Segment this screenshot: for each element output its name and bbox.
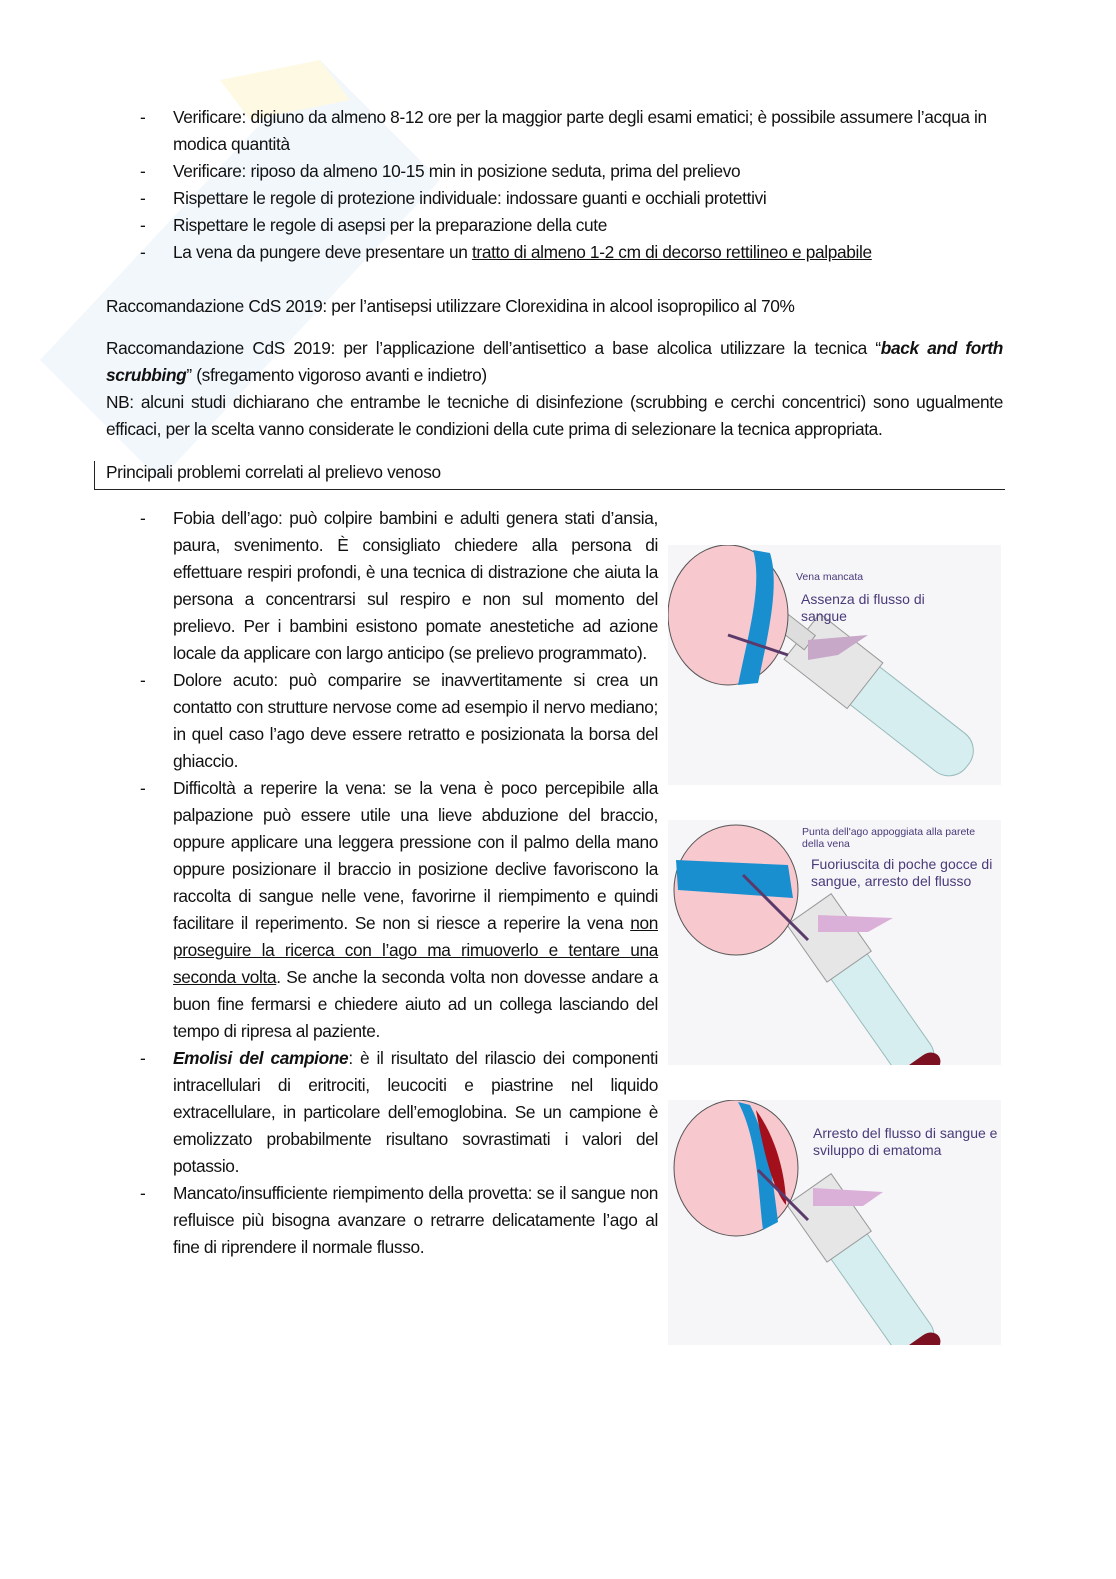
heading-text: Principali problemi correlati al prelievo venoso — [106, 462, 441, 482]
caption-small: Vena mancata — [796, 571, 864, 583]
text: ” (sfregamento vigoroso avanti e indietro) — [186, 365, 487, 385]
recommendation-1: Raccomandazione CdS 2019: per l’antisepsi utilizzare Clorexidina in alcool isopropilico al 70% — [106, 296, 795, 316]
list-item: - Mancato/insufficiente riempimento della provetta: se il sangue non refluisce più bisogna avanzare o retrarre delicatamente l’ago al fine di riprendere il normale flusso. — [106, 1180, 658, 1261]
caption-small: Punta dell'ago appoggiata alla parete della vena — [802, 826, 976, 850]
figure-needle-on-wall — [668, 820, 1001, 1065]
emphasis: back and forth scrubbing — [106, 338, 1003, 385]
section-heading — [94, 461, 1005, 490]
list-item — [106, 1045, 658, 1180]
underlined-text: non proseguire la ricerca con l’ago ma rimuoverlo e tentare una seconda volta — [173, 913, 658, 987]
nb-note: NB: alcuni studi dichiarano che entrambe le tecniche di disinfezione (scrubbing e cerchi concentrici) sono ugualmente efficaci, per la scelta vanno considerate le condizioni della cute prima di selezionare la tecnica appropriata. — [106, 392, 1003, 439]
caption-large: Fuoriuscita di poche gocce di sangue, arresto del flusso — [811, 856, 993, 889]
text: : è il risultato del rilascio dei componenti intracellulari di eritrociti, leucociti e piastrine nel liquido extracellulare, in particolare dell’emoglobina. Se un campione è emolizzato probabilmente risultano sovrastimati i valori del potassio. — [173, 1048, 658, 1176]
emphasis: Emolisi del campione — [173, 1048, 349, 1068]
list-item — [106, 239, 1003, 266]
page-body — [106, 104, 1003, 443]
list-item: - Verificare: riposo da almeno 10-15 min in posizione seduta, prima del prelievo — [106, 158, 1003, 185]
text: . Se anche la seconda volta non dovesse andare a buon fine fermarsi e chiedere aiuto ad un collega lasciando del tempo di ripresa al paziente. — [173, 967, 658, 1041]
underlined-text: tratto di almeno 1-2 cm di decorso rettilineo e palpabile — [471, 242, 872, 262]
caption-large: Arresto del flusso di sangue e sviluppo di ematoma — [813, 1125, 998, 1158]
checklist — [106, 104, 1003, 266]
list-item — [106, 775, 658, 1045]
list-item: - Dolore acuto: può comparire se inavvertitamente si crea un contatto con strutture nervose come ad esempio il nervo mediano; in quel caso l’ago deve essere retratto e posizionata la borsa del ghiaccio. — [106, 667, 658, 775]
figure-hematoma — [668, 1100, 1001, 1345]
recommendation-2 — [106, 335, 1003, 389]
text: Difficoltà a reperire la vena: se la vena è poco percepibile alla palpazione può essere utile una lieve abduzione del braccio, oppure applicare una leggera pressione con il palmo della mano oppure posizionare il braccio in posizione declive favoriscono la raccolta di sangue nelle vene, favorirne il riempimento e quindi facilitare il reperimento. Se non si riesce a reperire la vena — [173, 778, 658, 933]
list-item: - Verificare: digiuno da almeno 8-12 ore per la maggior parte degli esami ematici; è possibile assumere l’acqua in modica quantità — [106, 104, 1003, 158]
text: Raccomandazione CdS 2019: per l’applicazione dell’antisettico a base alcolica utilizzare la tecnica “ — [106, 338, 881, 358]
text: La vena da pungere deve presentare un — [173, 242, 472, 262]
problems-column — [106, 505, 658, 1261]
list-item: - Fobia dell’ago: può colpire bambini e adulti genera stati d’ansia, paura, svenimento. È consigliato chiedere alla persona di effettuare respiri profondi, è una tecnica di distrazione che aiuta la persona a concentrarsi sul respiro e non sul momento del prelievo. Per i bambini esistono pomate anestetiche ad azione locale da applicare con largo anticipo (se prelievo programmato). — [106, 505, 658, 667]
list-item: - Rispettare le regole di protezione individuale: indossare guanti e occhiali protettivi — [106, 185, 1003, 212]
figure-missed-vein — [668, 545, 1001, 785]
caption-large: Assenza di flusso di sangue — [801, 591, 925, 624]
list-item: - Rispettare le regole di asepsi per la preparazione della cute — [106, 212, 1003, 239]
